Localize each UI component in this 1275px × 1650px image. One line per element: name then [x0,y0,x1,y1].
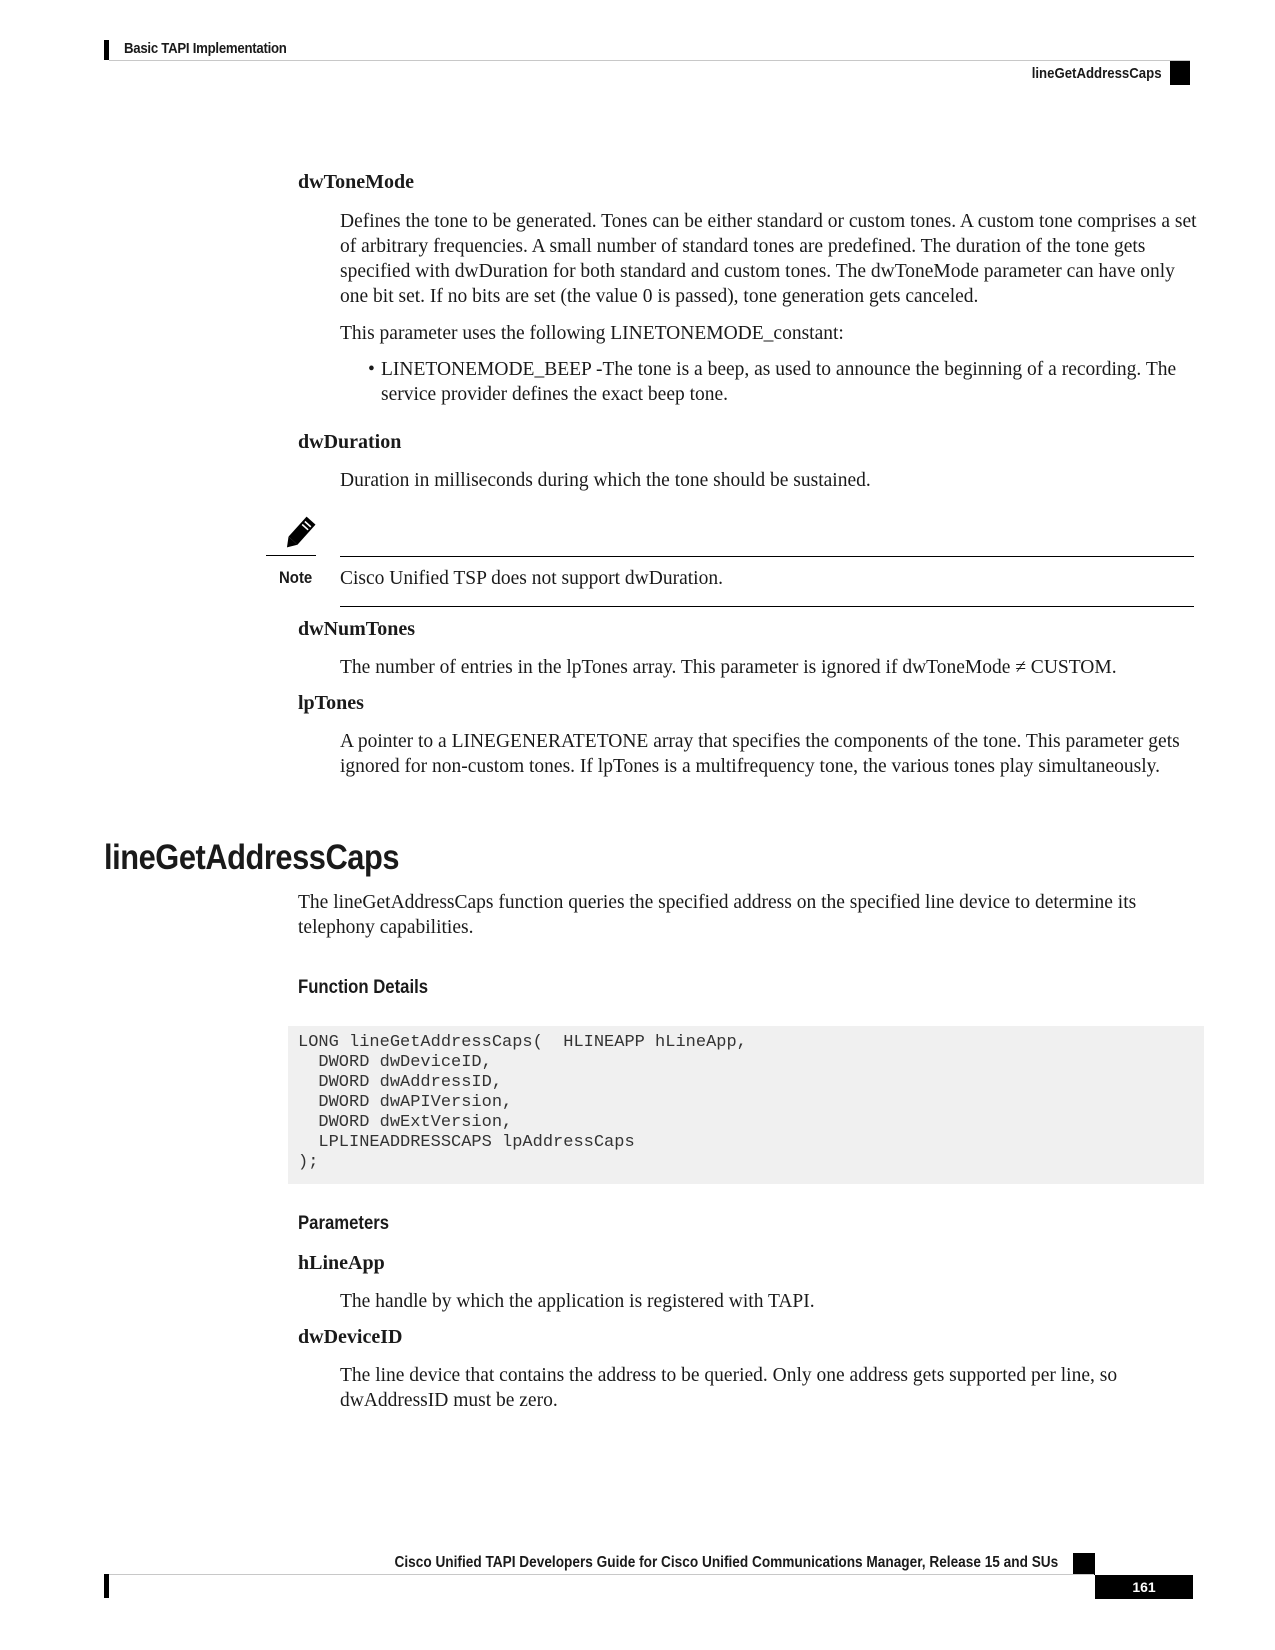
function-details-heading: Function Details [298,977,429,998]
function-signature-code: LONG lineGetAddressCaps( HLINEAPP hLineApp, DWORD dwDeviceID, DWORD dwAddressID, DWORD dwAPIVersion, DWORD dwExtVersion, LPLINEADDRESSCAPS lpAddressCaps ); [298,1033,747,1172]
note-label: Note [279,568,313,587]
pencil-icon [279,514,319,554]
header-section-marker [1170,61,1190,85]
page-number: 161 [1095,1575,1193,1599]
section-title: lineGetAddressCaps [104,838,400,877]
param-name-dwduration: dwDuration [298,431,402,453]
param-name-dwdeviceid: dwDeviceID [298,1326,403,1348]
note-rule-bottom [340,606,1194,607]
param-name-dwtonemode: dwToneMode [298,171,414,193]
param-name-hlineapp: hLineApp [298,1252,385,1274]
param-name-lptones: lpTones [298,692,364,714]
param-description: This parameter uses the following LINETONEMODE_constant: [340,323,844,344]
header-section-title: lineGetAddressCaps [1032,65,1162,82]
param-description: Defines the tone to be generated. Tones can be either standard or custom tones. A custom tone comprises a set of arbitrary frequencies. A small number of standard tones are predefined. The duration of the tone gets specified with dwDuration for both standard and custom tones. The dwToneMode parameter can have only one bit set. If no bits are set (the value 0 is passed), tone generation gets canceled. [340,211,1197,307]
bullet-item-linetonemode-beep: LINETONEMODE_BEEP -The tone is a beep, as used to announce the beginning of a recording. The service provider defines the exact beep tone. [381,359,1177,405]
note-icon-rule [266,555,316,556]
param-description: The handle by which the application is registered with TAPI. [340,1291,815,1312]
footer-guide-title: Cisco Unified TAPI Developers Guide for Cisco Unified Communications Manager, Release 15 and SUs [394,1554,1058,1571]
note-text: Cisco Unified TSP does not support dwDuration. [340,568,723,589]
footer-marker [1073,1553,1095,1575]
parameters-heading: Parameters [298,1213,390,1234]
footer-bar [104,1574,109,1598]
section-intro: The lineGetAddressCaps function queries the specified address on the specified line device to determine its telephony capabilities. [298,892,1137,938]
param-name-dwnumtones: dwNumTones [298,618,416,640]
footer-rule [109,1574,1094,1575]
param-description: The number of entries in the lpTones array. This parameter is ignored if dwToneMode ≠ CUSTOM. [340,657,1117,678]
param-description: The line device that contains the address to be queried. Only one address gets supported per line, so dwAddressID must be zero. [340,1365,1118,1411]
param-description: A pointer to a LINEGENERATETONE array that specifies the components of the tone. This parameter gets ignored for non-custom tones. If lpTones is a multifrequency tone, the various tones play simultaneously. [340,731,1180,777]
header-chapter-title: Basic TAPI Implementation [124,40,287,57]
note-rule-top [340,556,1194,557]
bullet-marker: • [368,359,375,380]
header-chapter-bar [104,40,109,60]
header-rule [109,60,1190,61]
param-description: Duration in milliseconds during which the tone should be sustained. [340,470,871,491]
